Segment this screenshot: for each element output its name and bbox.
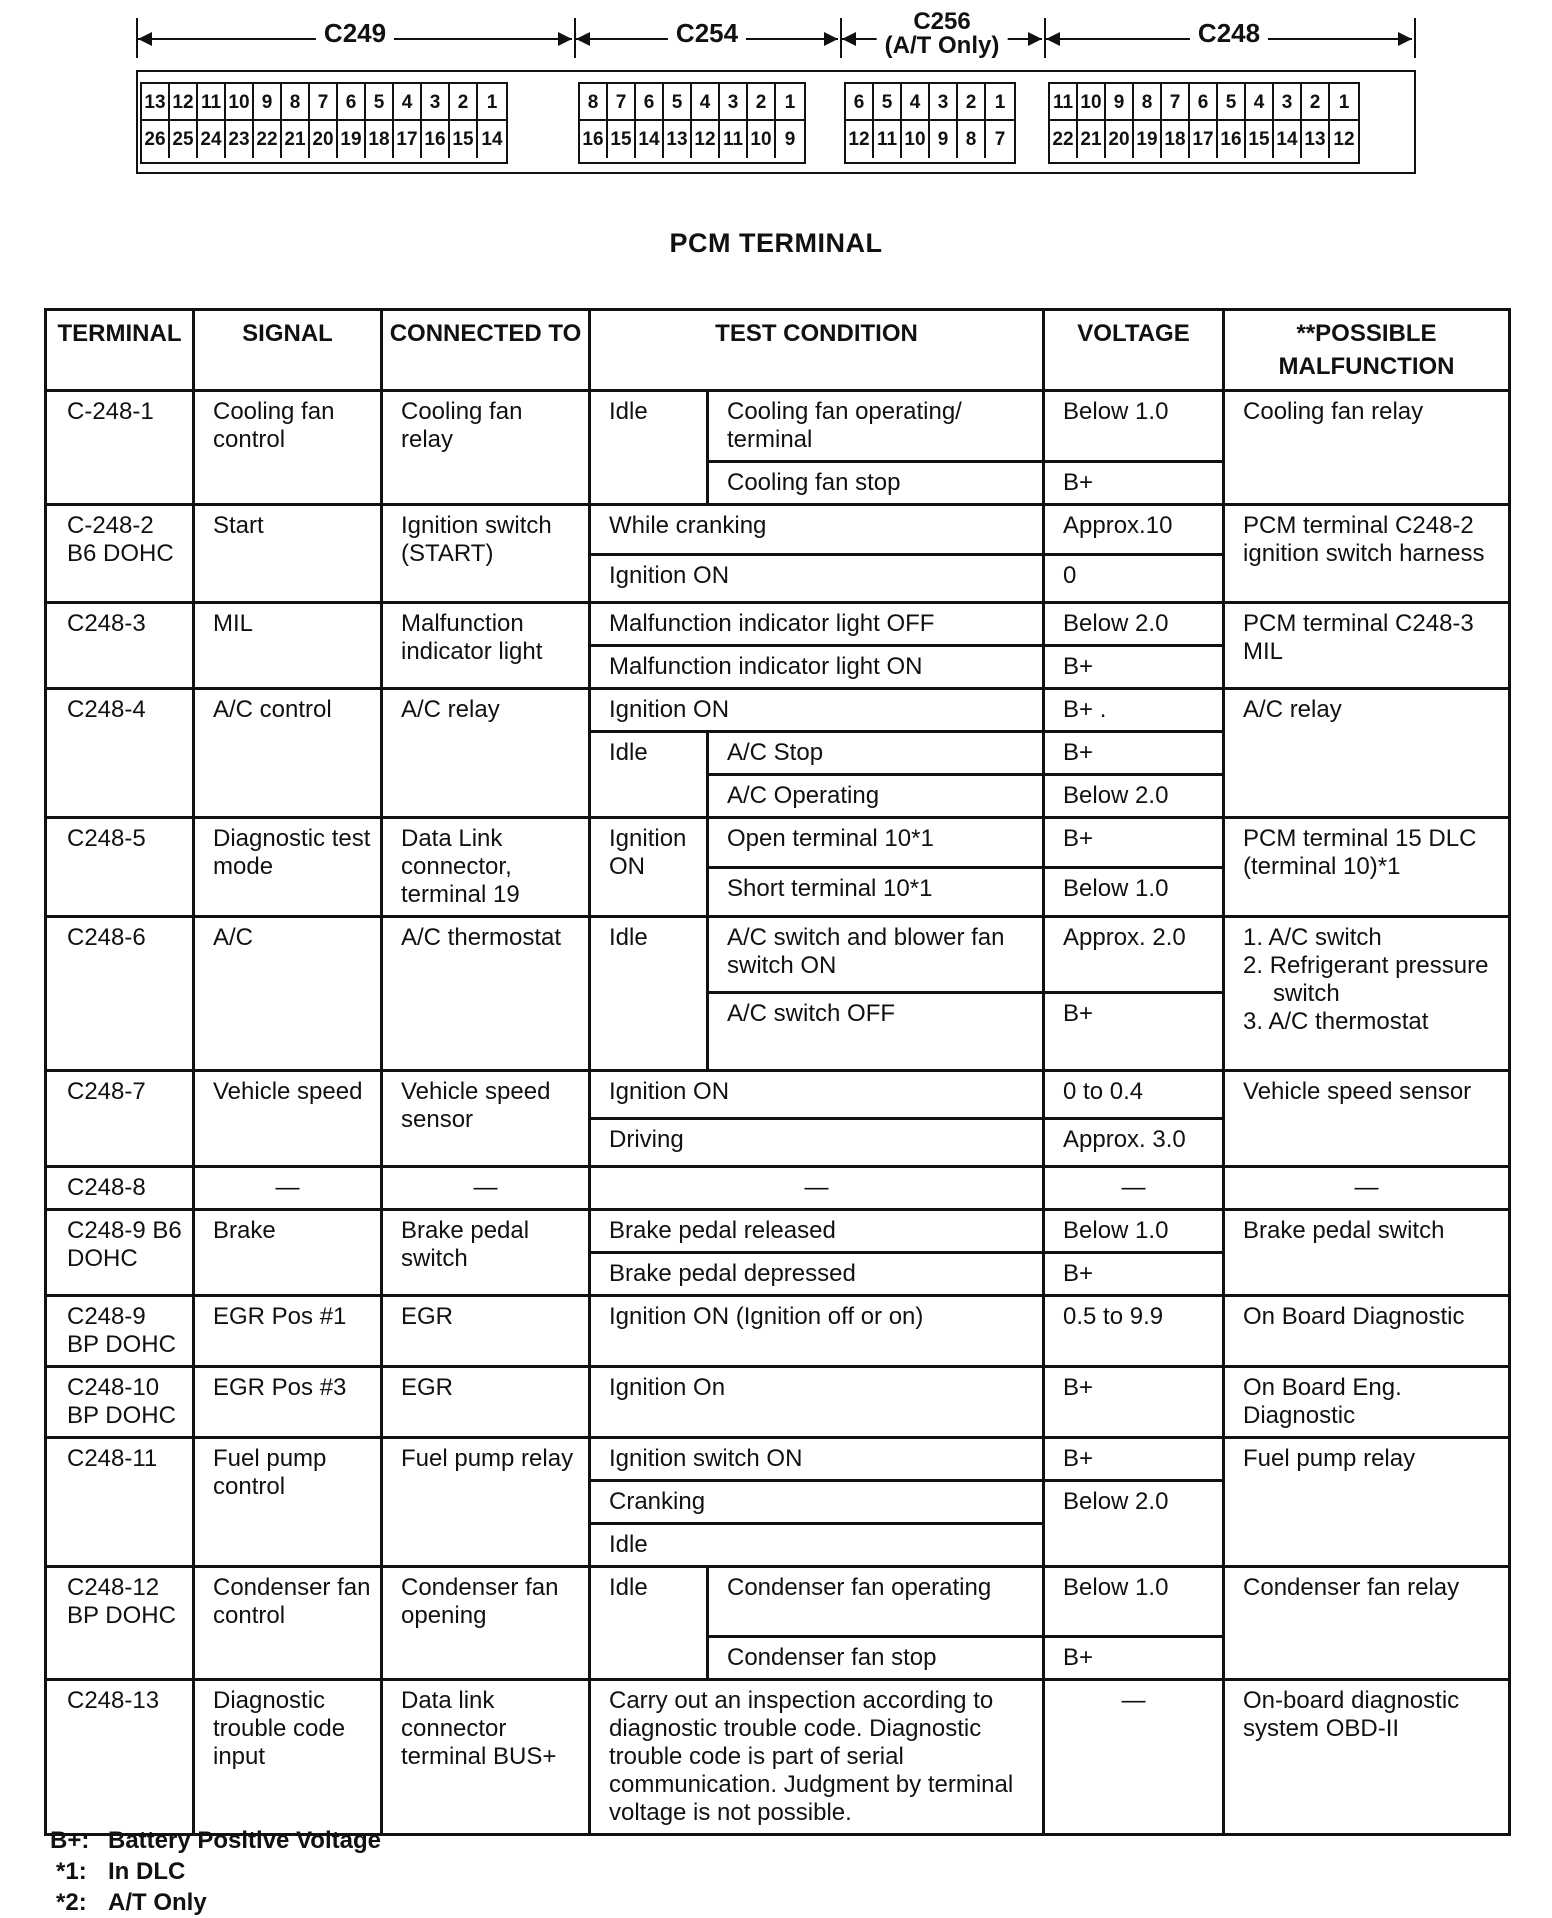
cell-terminal: C248-10 BP DOHC (46, 1367, 194, 1438)
pin-number: 25 (170, 121, 198, 158)
group-label-c256 (842, 8, 1042, 59)
cell-terminal: C248-5 (46, 818, 194, 917)
pin-number: 4 (394, 84, 422, 121)
pin-row-top (580, 84, 804, 121)
pin-number: 19 (1134, 121, 1162, 158)
header-connected-to: CONNECTED TO (382, 310, 590, 391)
cell-voltage: — (1044, 1167, 1224, 1210)
table-row (46, 505, 1510, 555)
pin-number: 7 (608, 84, 636, 121)
cell-signal: Brake (194, 1210, 382, 1296)
cell-terminal: C248-9 B6 DOHC (46, 1210, 194, 1296)
cell-malfunction: — (1224, 1167, 1510, 1210)
malfunction-item: 2. Refrigerant pressure switch (1243, 952, 1489, 1007)
cell-malfunction: On Board Eng. Diagnostic (1224, 1367, 1510, 1438)
cell-connected-to: Vehicle speed sensor (382, 1071, 590, 1167)
cell-condition: While cranking (590, 505, 1044, 555)
pin-number: 12 (846, 121, 874, 158)
cell-malfunction: On Board Diagnostic (1224, 1296, 1510, 1367)
pin-number: 5 (366, 84, 394, 121)
cell-condition: Malfunction indicator light ON (590, 646, 1044, 689)
cell-signal: EGR Pos #3 (194, 1367, 382, 1438)
pin-number: 11 (1050, 84, 1078, 121)
cell-voltage: Approx. 3.0 (1044, 1119, 1224, 1167)
cell-condition-main: Idle (590, 732, 708, 818)
cell-malfunction: PCM terminal C248-3 MIL (1224, 603, 1510, 689)
pin-number: 6 (1190, 84, 1218, 121)
table-row (46, 1210, 1510, 1253)
pin-number: 18 (366, 121, 394, 158)
cell-malfunction: Vehicle speed sensor (1224, 1071, 1510, 1167)
cell-connected-to: EGR (382, 1296, 590, 1367)
pin-grid (1050, 84, 1358, 162)
cell-malfunction: PCM terminal C248-2 ignition switch harness (1224, 505, 1510, 603)
cell-voltage: Below 2.0 (1044, 775, 1224, 818)
cell-voltage: Below 1.0 (1044, 1567, 1224, 1637)
pin-row-top (1050, 84, 1358, 121)
pin-number: 15 (608, 121, 636, 158)
divider-tick (574, 18, 576, 58)
pin-number: 17 (1190, 121, 1218, 158)
cell-condition: Ignition switch ON (590, 1438, 1044, 1481)
pin-number: 26 (142, 121, 170, 158)
pin-number: 10 (226, 84, 254, 121)
cell-connected-to: Brake pedal switch (382, 1210, 590, 1296)
cell-voltage: B+ (1044, 993, 1224, 1071)
cell-terminal: C248-7 (46, 1071, 194, 1167)
pin-number: 2 (450, 84, 478, 121)
cell-condition: Carry out an inspection according to diagnostic trouble code. Diagnostic trouble code is part of serial communication. Judgment by terminal voltage is not possible. (590, 1680, 1044, 1835)
group-subtitle: (A/T Only) (884, 32, 1000, 59)
cell-voltage: B+ (1044, 1637, 1224, 1680)
cell-voltage: Approx. 2.0 (1044, 917, 1224, 993)
malfunction-item: 1. A/C switch (1243, 924, 1382, 951)
pcm-terminal-table (44, 308, 1511, 1836)
pin-number: 7 (1162, 84, 1190, 121)
cell-signal: — (194, 1167, 382, 1210)
cell-condition: Idle (590, 1524, 1044, 1567)
cell-voltage: Approx.10 (1044, 505, 1224, 555)
pin-number: 9 (1106, 84, 1134, 121)
connector-diagram (136, 10, 1416, 170)
pin-number: 5 (874, 84, 902, 121)
cell-terminal: C248-6 (46, 917, 194, 1071)
pin-number: 6 (338, 84, 366, 121)
table-row (46, 603, 1510, 646)
cell-condition: Cooling fan stop (708, 462, 1044, 505)
divider-tick (136, 18, 138, 58)
pin-number: 22 (254, 121, 282, 158)
pin-number: 8 (282, 84, 310, 121)
cell-voltage: 0 (1044, 555, 1224, 603)
cell-signal: A/C control (194, 689, 382, 818)
pin-number: 21 (282, 121, 310, 158)
pin-number: 7 (310, 84, 338, 121)
cell-condition: Malfunction indicator light OFF (590, 603, 1044, 646)
cell-connected-to: Data Link connector, terminal 19 (382, 818, 590, 917)
group-name: C249 (316, 20, 394, 46)
cell-signal: Fuel pump control (194, 1438, 382, 1567)
pin-number: 8 (958, 121, 986, 158)
cell-condition: Ignition ON (590, 555, 1044, 603)
table-row (46, 689, 1510, 732)
divider-tick (840, 18, 842, 58)
header-row (46, 310, 1510, 391)
pin-row-bottom (846, 121, 1014, 158)
pin-row-top (142, 84, 506, 121)
pin-number: 8 (580, 84, 608, 121)
footnote-text: Battery Positive Voltage (108, 1827, 381, 1854)
cell-voltage: Below 1.0 (1044, 1210, 1224, 1253)
cell-terminal: C248-13 (46, 1680, 194, 1835)
pin-number: 3 (422, 84, 450, 121)
connector-c248 (1048, 82, 1360, 164)
pin-grid (846, 84, 1014, 162)
footnotes (50, 1825, 381, 1918)
group-name (877, 10, 1008, 58)
cell-condition-main: Idle (590, 1567, 708, 1680)
cell-voltage: Below 2.0 (1044, 1481, 1224, 1567)
pin-number: 1 (776, 84, 804, 121)
cell-signal: Condenser fan control (194, 1567, 382, 1680)
pin-number: 9 (930, 121, 958, 158)
cell-condition: A/C Stop (708, 732, 1044, 775)
pin-number: 6 (846, 84, 874, 121)
cell-connected-to: A/C relay (382, 689, 590, 818)
cell-connected-to: Data link connector terminal BUS+ (382, 1680, 590, 1835)
cell-terminal: C248-11 (46, 1438, 194, 1567)
pin-number: 20 (1106, 121, 1134, 158)
cell-voltage: B+ (1044, 818, 1224, 868)
cell-terminal: C248-12 BP DOHC (46, 1567, 194, 1680)
cell-condition-main: Ignition ON (590, 818, 708, 917)
cell-connected-to: A/C thermostat (382, 917, 590, 1071)
pin-number: 24 (198, 121, 226, 158)
pin-number: 14 (1274, 121, 1302, 158)
pin-number: 11 (198, 84, 226, 121)
table-row (46, 1167, 1510, 1210)
cell-condition: Ignition On (590, 1367, 1044, 1438)
pin-number: 8 (1134, 84, 1162, 121)
cell-voltage: B+ (1044, 646, 1224, 689)
cell-condition: Condenser fan operating (708, 1567, 1044, 1637)
page-title: PCM TERMINAL (669, 228, 883, 258)
footnote-key: B+: (50, 1827, 90, 1854)
pin-number: 1 (1330, 84, 1358, 121)
pin-number: 1 (986, 84, 1014, 121)
header-test-condition: TEST CONDITION (590, 310, 1044, 391)
footnote (50, 1825, 381, 1856)
cell-terminal: C248-4 (46, 689, 194, 818)
table-row (46, 1680, 1510, 1835)
cell-condition: A/C switch and blower fan switch ON (708, 917, 1044, 993)
cell-condition: Driving (590, 1119, 1044, 1167)
pin-number: 12 (692, 121, 720, 158)
cell-condition: Ignition ON (590, 689, 1044, 732)
cell-condition: Cooling fan operating/ terminal (708, 391, 1044, 462)
table-row (46, 1367, 1510, 1438)
cell-terminal: C248-8 (46, 1167, 194, 1210)
pin-number: 5 (664, 84, 692, 121)
table-row (46, 1438, 1510, 1481)
pin-number: 5 (1218, 84, 1246, 121)
cell-voltage: B+ (1044, 1253, 1224, 1296)
pin-number: 15 (1246, 121, 1274, 158)
pin-number: 11 (720, 121, 748, 158)
cell-terminal: C248-3 (46, 603, 194, 689)
pin-number: 16 (580, 121, 608, 158)
pin-number: 4 (1246, 84, 1274, 121)
pin-number: 17 (394, 121, 422, 158)
cell-condition: Short terminal 10*1 (708, 867, 1044, 917)
divider-tick (1044, 18, 1046, 58)
pin-number: 15 (450, 121, 478, 158)
pin-number: 14 (481, 129, 503, 150)
cell-signal: A/C (194, 917, 382, 1071)
table-row (46, 391, 1510, 462)
pin-number: 3 (1274, 84, 1302, 121)
pin-number: 12 (170, 84, 198, 121)
malfunction-item: 3. A/C thermostat (1243, 1008, 1429, 1035)
cell-malfunction: A/C relay (1224, 689, 1510, 818)
group-title: C256 (913, 8, 971, 35)
footnote (50, 1887, 381, 1918)
pin-number: 11 (874, 121, 902, 158)
pin-number: 2 (1302, 84, 1330, 121)
table-row (46, 1567, 1510, 1637)
cell-voltage: B+ . (1044, 689, 1224, 732)
pin-number: 9 (254, 84, 282, 121)
cell-condition: A/C Operating (708, 775, 1044, 818)
cell-condition: — (590, 1167, 1044, 1210)
footnote-key: *1: (56, 1858, 87, 1885)
group-name: C248 (1190, 20, 1268, 46)
cell-connected-to: Ignition switch (START) (382, 505, 590, 603)
group-label-c248 (1046, 16, 1412, 54)
footnote-key: *2: (56, 1889, 87, 1916)
pin-number: 4 (692, 84, 720, 121)
pin-number: 16 (422, 121, 450, 158)
cell-condition: Brake pedal released (590, 1210, 1044, 1253)
cell-malfunction: Fuel pump relay (1224, 1438, 1510, 1567)
cell-signal: Diagnostic trouble code input (194, 1680, 382, 1835)
cell-condition: Condenser fan stop (708, 1637, 1044, 1680)
divider-tick (1414, 18, 1416, 58)
cell-connected-to: Malfunction indicator light (382, 603, 590, 689)
footnote-text: A/T Only (108, 1889, 207, 1916)
group-label-c254 (576, 16, 838, 54)
cell-terminal: C248-9 BP DOHC (46, 1296, 194, 1367)
cell-voltage: B+ (1044, 1367, 1224, 1438)
cell-voltage: B+ (1044, 732, 1224, 775)
cell-malfunction: Cooling fan relay (1224, 391, 1510, 505)
cell-connected-to: EGR (382, 1367, 590, 1438)
cell-malfunction: Brake pedal switch (1224, 1210, 1510, 1296)
cell-condition: Ignition ON (590, 1071, 1044, 1119)
pin-row-top (846, 84, 1014, 121)
pin-number: 1 (478, 84, 506, 121)
pin-number: 6 (636, 84, 664, 121)
header-malfunction: **POSSIBLE MALFUNCTION (1224, 310, 1510, 391)
pin-number: 22 (1050, 121, 1078, 158)
header-voltage: VOLTAGE (1044, 310, 1224, 391)
pin-row-bottom (1050, 121, 1358, 158)
header-signal: SIGNAL (194, 310, 382, 391)
cell-connected-to: Fuel pump relay (382, 1438, 590, 1567)
cell-connected-to: — (382, 1167, 590, 1210)
pin-number: 9 (784, 129, 796, 150)
pin-number: 13 (1302, 121, 1330, 158)
cell-signal: Start (194, 505, 382, 603)
pin-number: 23 (226, 121, 254, 158)
cell-malfunction (1224, 917, 1510, 1071)
cell-condition: Cranking (590, 1481, 1044, 1524)
pin-number: 20 (310, 121, 338, 158)
cell-condition-main: Idle (590, 917, 708, 1071)
footnote-text: In DLC (108, 1858, 186, 1885)
cell-terminal: C-248-2 B6 DOHC (46, 505, 194, 603)
table-row (46, 818, 1510, 868)
pin-number: 18 (1162, 121, 1190, 158)
cell-voltage: Below 1.0 (1044, 391, 1224, 462)
pin-number: 7 (994, 129, 1006, 150)
cell-signal: Cooling fan control (194, 391, 382, 505)
cell-voltage: Below 1.0 (1044, 867, 1224, 917)
pin-grid (580, 84, 804, 162)
pin-grid (142, 84, 506, 162)
header-terminal: TERMINAL (46, 310, 194, 391)
cell-voltage: 0.5 to 9.9 (1044, 1296, 1224, 1367)
pin-number: 4 (902, 84, 930, 121)
cell-voltage: B+ (1044, 462, 1224, 505)
cell-terminal: C-248-1 (46, 391, 194, 505)
table-row (46, 1071, 1510, 1119)
pin-number: 3 (720, 84, 748, 121)
pin-number: 3 (930, 84, 958, 121)
cell-malfunction: PCM terminal 15 DLC (terminal 10)*1 (1224, 818, 1510, 917)
pin-number: 12 (1333, 129, 1355, 150)
cell-signal: Vehicle speed (194, 1071, 382, 1167)
cell-voltage: B+ (1044, 1438, 1224, 1481)
cell-malfunction: Condenser fan relay (1224, 1567, 1510, 1680)
connector-c254 (578, 82, 806, 164)
pin-row-bottom (142, 121, 506, 158)
cell-signal: EGR Pos #1 (194, 1296, 382, 1367)
pin-number: 21 (1078, 121, 1106, 158)
pin-number: 10 (1078, 84, 1106, 121)
table-row (46, 917, 1510, 993)
pin-row-bottom (580, 121, 804, 158)
group-name: C254 (668, 20, 746, 46)
connector-c256 (844, 82, 1016, 164)
cell-condition: Open terminal 10*1 (708, 818, 1044, 868)
pin-number: 13 (142, 84, 170, 121)
pin-number: 10 (748, 121, 776, 158)
pin-number: 13 (664, 121, 692, 158)
footnote (50, 1856, 381, 1887)
cell-voltage: — (1044, 1680, 1224, 1835)
cell-signal: Diagnostic test mode (194, 818, 382, 917)
pin-number: 16 (1218, 121, 1246, 158)
cell-condition-main: Idle (590, 391, 708, 505)
cell-signal: MIL (194, 603, 382, 689)
cell-connected-to: Condenser fan opening (382, 1567, 590, 1680)
pin-number: 19 (338, 121, 366, 158)
pin-number: 2 (958, 84, 986, 121)
table-row (46, 1296, 1510, 1367)
cell-malfunction: On-board diagnostic system OBD-II (1224, 1680, 1510, 1835)
cell-condition: A/C switch OFF (708, 993, 1044, 1071)
cell-condition: Ignition ON (Ignition off or on) (590, 1296, 1044, 1367)
connector-c249 (140, 82, 508, 164)
cell-voltage: 0 to 0.4 (1044, 1071, 1224, 1119)
cell-condition: Brake pedal depressed (590, 1253, 1044, 1296)
cell-voltage: Below 2.0 (1044, 603, 1224, 646)
pin-number: 14 (636, 121, 664, 158)
pin-number: 10 (902, 121, 930, 158)
cell-connected-to: Cooling fan relay (382, 391, 590, 505)
group-label-c249 (138, 16, 572, 54)
pin-number: 2 (748, 84, 776, 121)
